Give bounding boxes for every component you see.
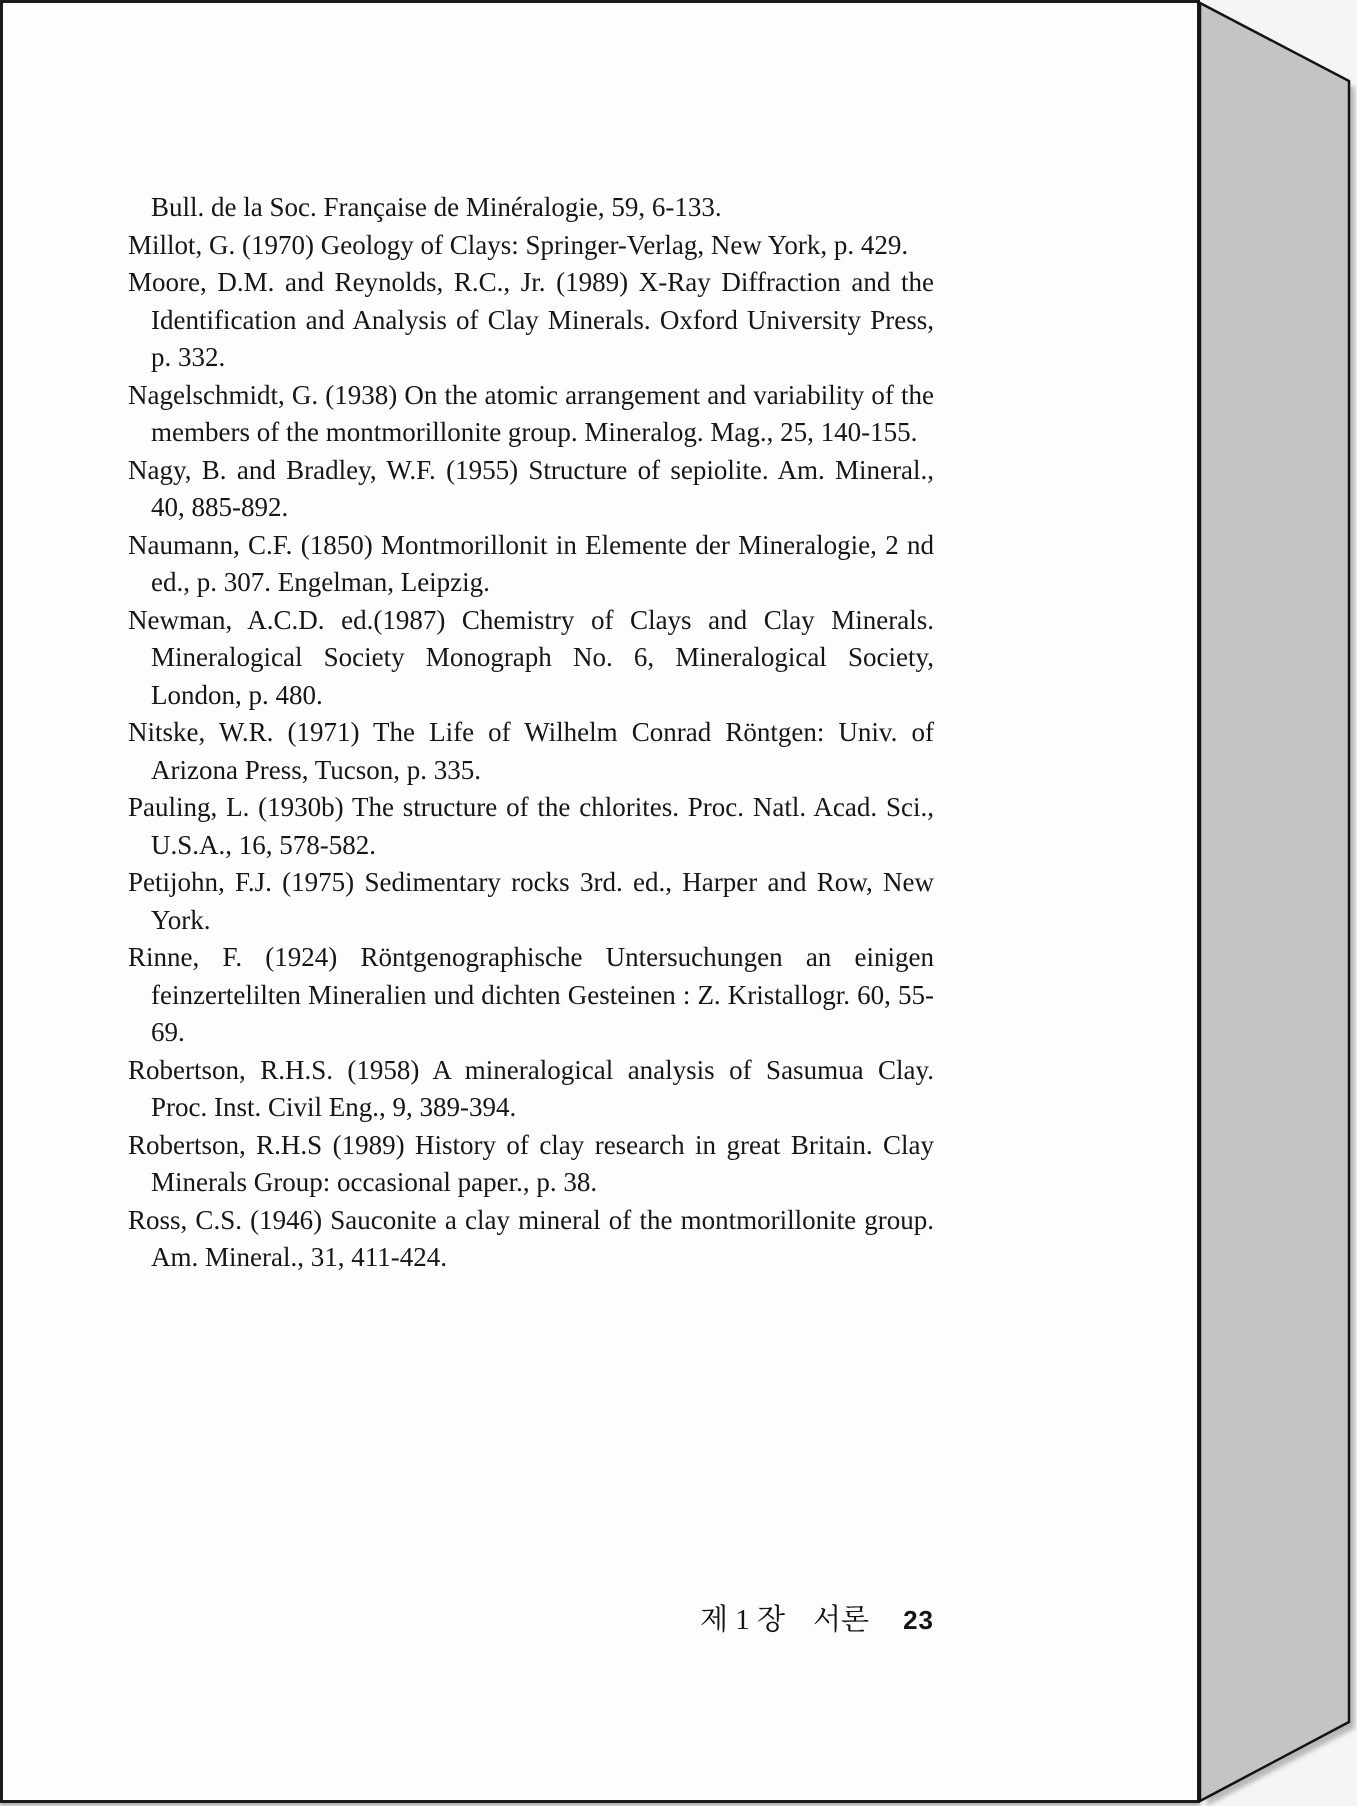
references-list bbox=[128, 189, 934, 1277]
page-number: 23 bbox=[903, 1605, 934, 1635]
reference-entry: Nagy, B. and Bradley, W.F. (1955) Structure of sepiolite. Am. Mineral., 40, 885-892. bbox=[128, 454, 934, 522]
page-edge-face bbox=[1200, 3, 1349, 1801]
reference-entry: Nitske, W.R. (1971) The Life of Wilhelm Conrad Röntgen: Univ. of Arizona Press, Tucson, p. 335. bbox=[128, 717, 934, 785]
reference-entry: Newman, A.C.D. ed.(1987) Chemistry of Clays and Clay Minerals. Mineralogical Society Monograph No. 6, Mineralogical Society, London, p. 480. bbox=[128, 604, 934, 710]
reference-entry: Petijohn, F.J. (1975) Sedimentary rocks 3rd. ed., Harper and Row, New York. bbox=[128, 867, 934, 935]
reference-entry: Naumann, C.F. (1850) Montmorillonit in Elemente der Mineralogie, 2 nd ed., p. 307. Engelman, Leipzig. bbox=[128, 529, 934, 597]
page-footer bbox=[128, 1600, 934, 1640]
section-label: 서론 bbox=[813, 1604, 870, 1636]
reference-entry: Pauling, L. (1930b) The structure of the chlorites. Proc. Natl. Acad. Sci., U.S.A., 16, 578-582. bbox=[128, 792, 934, 860]
reference-entry: Millot, G. (1970) Geology of Clays: Springer-Verlag, New York, p. 429. bbox=[128, 229, 909, 260]
reference-entry: Bull. de la Soc. Française de Minéralogie, 59, 6-133. bbox=[151, 192, 722, 222]
reference-entry: Robertson, R.H.S (1989) History of clay research in great Britain. Clay Minerals Group: occasional paper., p. 38. bbox=[128, 1129, 934, 1197]
chapter-label: 제 1 장 bbox=[700, 1604, 786, 1636]
reference-entry: Nagelschmidt, G. (1938) On the atomic arrangement and variability of the members of the montmorillonite group. Mineralog. Mag., 25, 140-155. bbox=[128, 379, 934, 447]
reference-entry: Moore, D.M. and Reynolds, R.C., Jr. (1989) X-Ray Diffraction and the Identification and Analysis of Clay Minerals. Oxford University Press, p. 332. bbox=[128, 267, 934, 372]
reference-entry: Ross, C.S. (1946) Sauconite a clay mineral of the montmorillonite group. Am. Mineral., 31, 411-424. bbox=[128, 1204, 934, 1272]
reference-entry: Robertson, R.H.S. (1958) A mineralogical analysis of Sasumua Clay. Proc. Inst. Civil Eng., 9, 389-394. bbox=[128, 1054, 934, 1122]
reference-entry: Rinne, F. (1924) Röntgenographische Untersuchungen an einigen feinzertelilten Mineralien und dichten Gesteinen : Z. Kristallogr. 60, 55-69. bbox=[128, 942, 934, 1047]
page-edge-3d bbox=[1190, 0, 1357, 1806]
